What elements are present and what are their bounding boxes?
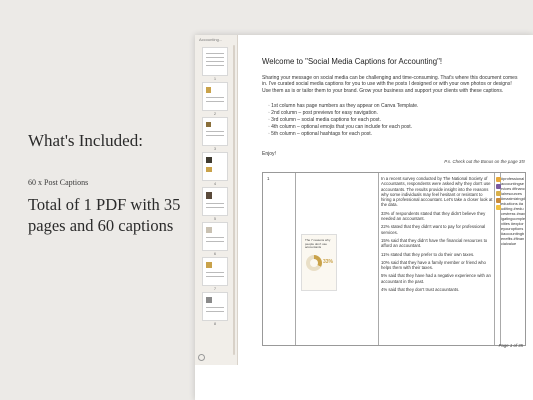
hashtags-text: #professionalaccountingservices #financialresources #maximizingdeductions #auditing #reducestress #navigatingcomplexities #exploreyouroptions #accountingbenefits #financialvalue bbox=[501, 176, 526, 246]
thumbnail-label: 7 bbox=[213, 286, 217, 291]
list-item: ◦ 3rd column – social media captions for each post. bbox=[268, 117, 418, 124]
thumbnail-page-7[interactable] bbox=[202, 257, 228, 291]
donut-chart-icon bbox=[306, 255, 322, 271]
column-page-number bbox=[263, 173, 296, 345]
sidebar-scrollbar[interactable] bbox=[233, 45, 235, 355]
document-page bbox=[250, 35, 533, 365]
caption-paragraph: 33% of respondents stated that they didn't believe they needed an accountant. bbox=[381, 210, 486, 222]
thumbnail-sidebar[interactable] bbox=[195, 35, 238, 365]
promo-panel bbox=[0, 0, 195, 400]
ps-note: P.s. Check out the Bonus on the page 35! bbox=[444, 159, 525, 164]
row-number: 1 bbox=[267, 176, 270, 181]
list-item: ◦ 4th column – optional emojis that you can include for each post. bbox=[268, 124, 418, 131]
caption-paragraph: 10% said that they have a family member or friend who helps them with their taxes. bbox=[381, 259, 486, 271]
captions-table bbox=[262, 172, 526, 346]
thumbnail-page-6[interactable] bbox=[202, 222, 228, 256]
column-guide-list bbox=[268, 103, 418, 138]
promo-subline: 60 x Post Captions bbox=[28, 178, 89, 187]
thumbnail-label: 2 bbox=[213, 111, 217, 116]
settings-icon[interactable] bbox=[198, 354, 205, 361]
caption-text bbox=[381, 176, 493, 295]
thumbnail-page-3[interactable] bbox=[202, 117, 228, 151]
thumbnail-page-4[interactable] bbox=[202, 152, 228, 186]
promo-summary: Total of 1 PDF with 35 pages and 60 captions bbox=[28, 195, 181, 235]
thumbnail-page-8[interactable] bbox=[202, 292, 228, 326]
post-preview bbox=[301, 234, 337, 291]
page-title: Welcome to "Social Media Captions for Accounting"! bbox=[262, 57, 443, 66]
thumbnail-label: 8 bbox=[213, 321, 217, 326]
thumbnail-label: 6 bbox=[213, 251, 217, 256]
caption-paragraph: In a recent survey conducted by The National Society of Accountants, respondents were asked why they don't use accountants. The results provide insight into the reasons why some individuals may feel hesitant or resistant to hiring a professional accountant. Let's take a closer look at the data. bbox=[381, 176, 493, 208]
thumbnail-page-1[interactable] bbox=[202, 47, 228, 81]
caption-paragraph: 22% stated that they didn't want to pay for professional services. bbox=[381, 224, 486, 235]
sidebar-title: Accounting... bbox=[199, 37, 223, 42]
list-item: ◦ 1st column has page numbers as they appear on Canva Template. bbox=[268, 103, 418, 110]
pdf-viewer bbox=[195, 35, 533, 400]
thumbnail-page-2[interactable] bbox=[202, 82, 228, 116]
thumbnail-label: 5 bbox=[213, 216, 217, 221]
enjoy-text: Enjoy! bbox=[262, 151, 276, 157]
page-count: Page 1 of 35 bbox=[498, 343, 523, 348]
caption-paragraph: 5% said that they have had a negative experience with an accountant in the past. bbox=[381, 273, 491, 284]
preview-stat: 33% bbox=[323, 259, 334, 265]
list-item: ◦ 5th column – optional hashtags for each post. bbox=[268, 131, 418, 138]
preview-title: The 7 reasons why people don't use accountants bbox=[305, 238, 331, 249]
thumbnail-label: 3 bbox=[213, 146, 217, 151]
list-item: ◦ 2nd column – post previews for easy navigation. bbox=[268, 110, 418, 117]
caption-paragraph: 4% said that they don't trust accountants. bbox=[381, 287, 460, 293]
thumbnail-label: 1 bbox=[213, 76, 217, 81]
thumbnail-label: 4 bbox=[213, 181, 217, 186]
promo-headline: What's Included: bbox=[28, 131, 143, 150]
intro-paragraph: Sharing your message on social media can be challenging and time-consuming. That's where this document comes in. I've curated social media captions for you to use with the posts I designed or with your own photos or designs! Use them as is or tailor them to your brand. Grow your business and support your clients with these captions. bbox=[262, 75, 518, 94]
caption-paragraph: 11% stated that they prefer to do their own taxes. bbox=[381, 251, 475, 257]
thumbnail-page-5[interactable] bbox=[202, 187, 228, 221]
caption-paragraph: 15% said that they didn't have the financial resources to afford an accountant. bbox=[381, 237, 488, 249]
